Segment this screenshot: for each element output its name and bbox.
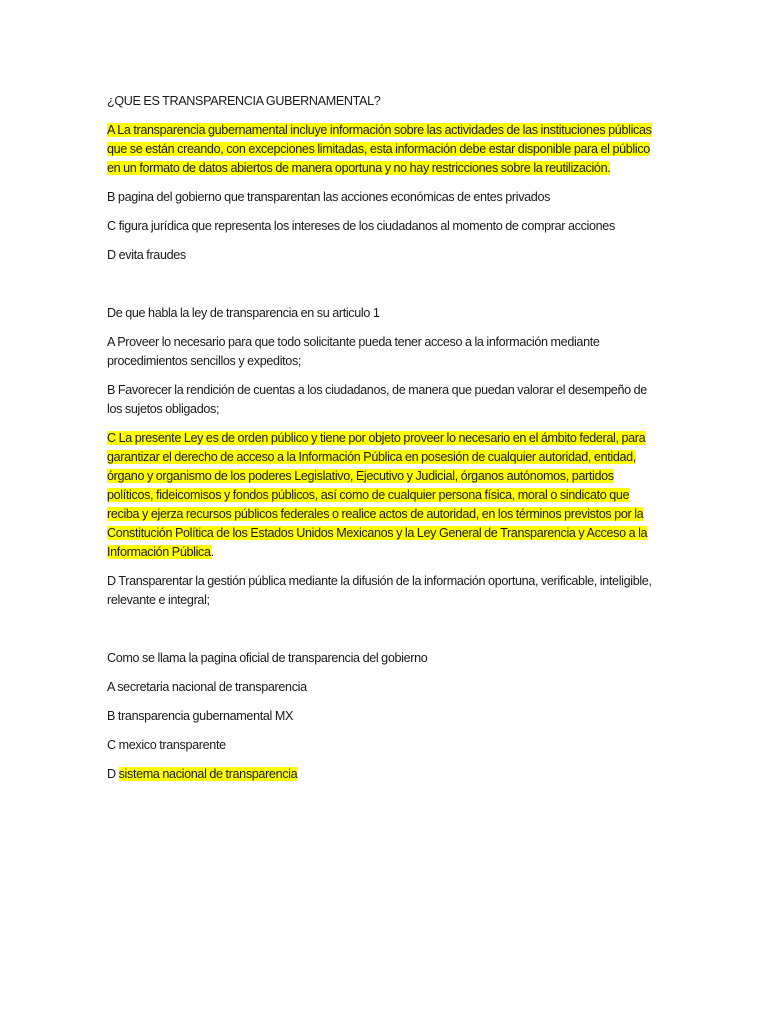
question-title: Como se llama la pagina oficial de transparencia del gobierno bbox=[107, 651, 428, 665]
answer-option-a bbox=[107, 678, 662, 697]
option-letter: A bbox=[107, 123, 115, 137]
option-letter: C bbox=[107, 738, 116, 752]
question-title: De que habla la ley de transparencia en su articulo 1 bbox=[107, 306, 380, 320]
option-letter: C bbox=[107, 431, 116, 445]
option-text: La transparencia gubernamental incluye información sobre las actividades de las instituciones públicas que se están creando, con excepciones limitadas, esta información debe estar disponible para el público en un formato de datos abiertos de manera oportuna y no hay restricciones sobre la reutilización. bbox=[107, 123, 652, 175]
answer-option-c bbox=[107, 736, 662, 755]
option-text: Proveer lo necesario para que todo solicitante pueda tener acceso a la información mediante procedimientos sencillos y expeditos; bbox=[107, 335, 600, 368]
answer-option-b bbox=[107, 381, 662, 419]
option-text: transparencia gubernamental MX bbox=[117, 709, 294, 723]
highlighted-answer bbox=[107, 123, 652, 175]
option-trailing-punctuation: . bbox=[210, 545, 214, 559]
section-spacer bbox=[107, 620, 662, 649]
option-letter: A bbox=[107, 680, 115, 694]
section-spacer bbox=[107, 275, 662, 304]
option-text: La presente Ley es de orden público y tiene por objeto proveer lo necesario en el ámbito federal, para garantizar el derecho de acceso a la Información Pública en posesión de cualquier autoridad, entidad, órgano y organismo de los poderes Legislativo, Ejecutivo y Judicial, órganos autónomos, partidos políticos, fideicomisos y fondos públicos, así como de cualquier persona física, moral o sindicato que reciba y ejerza recursos públicos federales o realice actos de autoridad, en los términos previstos por la Constitución Política de los Estados Unidos Mexicanos y la Ley General de Transparencia y Acceso a la Información Pública bbox=[107, 431, 648, 559]
answer-option-a bbox=[107, 121, 662, 178]
answer-option-c bbox=[107, 217, 662, 236]
option-text: mexico transparente bbox=[118, 738, 226, 752]
answer-option-a bbox=[107, 333, 662, 371]
option-text: evita fraudes bbox=[118, 248, 186, 262]
option-letter: A bbox=[107, 335, 115, 349]
option-letter: B bbox=[107, 709, 116, 723]
highlighted-answer bbox=[107, 431, 647, 559]
option-letter: D bbox=[107, 574, 116, 588]
option-letter: D bbox=[107, 767, 116, 781]
option-letter: B bbox=[107, 383, 116, 397]
answer-option-b bbox=[107, 188, 662, 207]
highlighted-answer: sistema nacional de transparencia bbox=[118, 767, 298, 781]
option-letter: C bbox=[107, 219, 116, 233]
question-title: ¿QUE ES TRANSPARENCIA GUBERNAMENTAL? bbox=[107, 94, 381, 108]
answer-option-c bbox=[107, 429, 662, 562]
option-letter: D bbox=[107, 248, 116, 262]
answer-option-b bbox=[107, 707, 662, 726]
answer-option-d bbox=[107, 246, 662, 265]
option-text: Favorecer la rendición de cuentas a los ciudadanos, de manera que puedan valorar el desempeño de los sujetos obligados; bbox=[107, 383, 647, 416]
document-body bbox=[107, 92, 662, 794]
option-letter: B bbox=[107, 190, 116, 204]
option-text: Transparentar la gestión pública mediante la difusión de la información oportuna, verificable, inteligible, relevante e integral; bbox=[107, 574, 652, 607]
answer-option-d bbox=[107, 765, 662, 784]
answer-option-d bbox=[107, 572, 662, 610]
option-text: secretaria nacional de transparencia bbox=[117, 680, 307, 694]
option-text: pagina del gobierno que transparentan las acciones económicas de entes privados bbox=[117, 190, 551, 204]
option-text: figura jurídica que representa los intereses de los ciudadanos al momento de comprar acciones bbox=[118, 219, 615, 233]
